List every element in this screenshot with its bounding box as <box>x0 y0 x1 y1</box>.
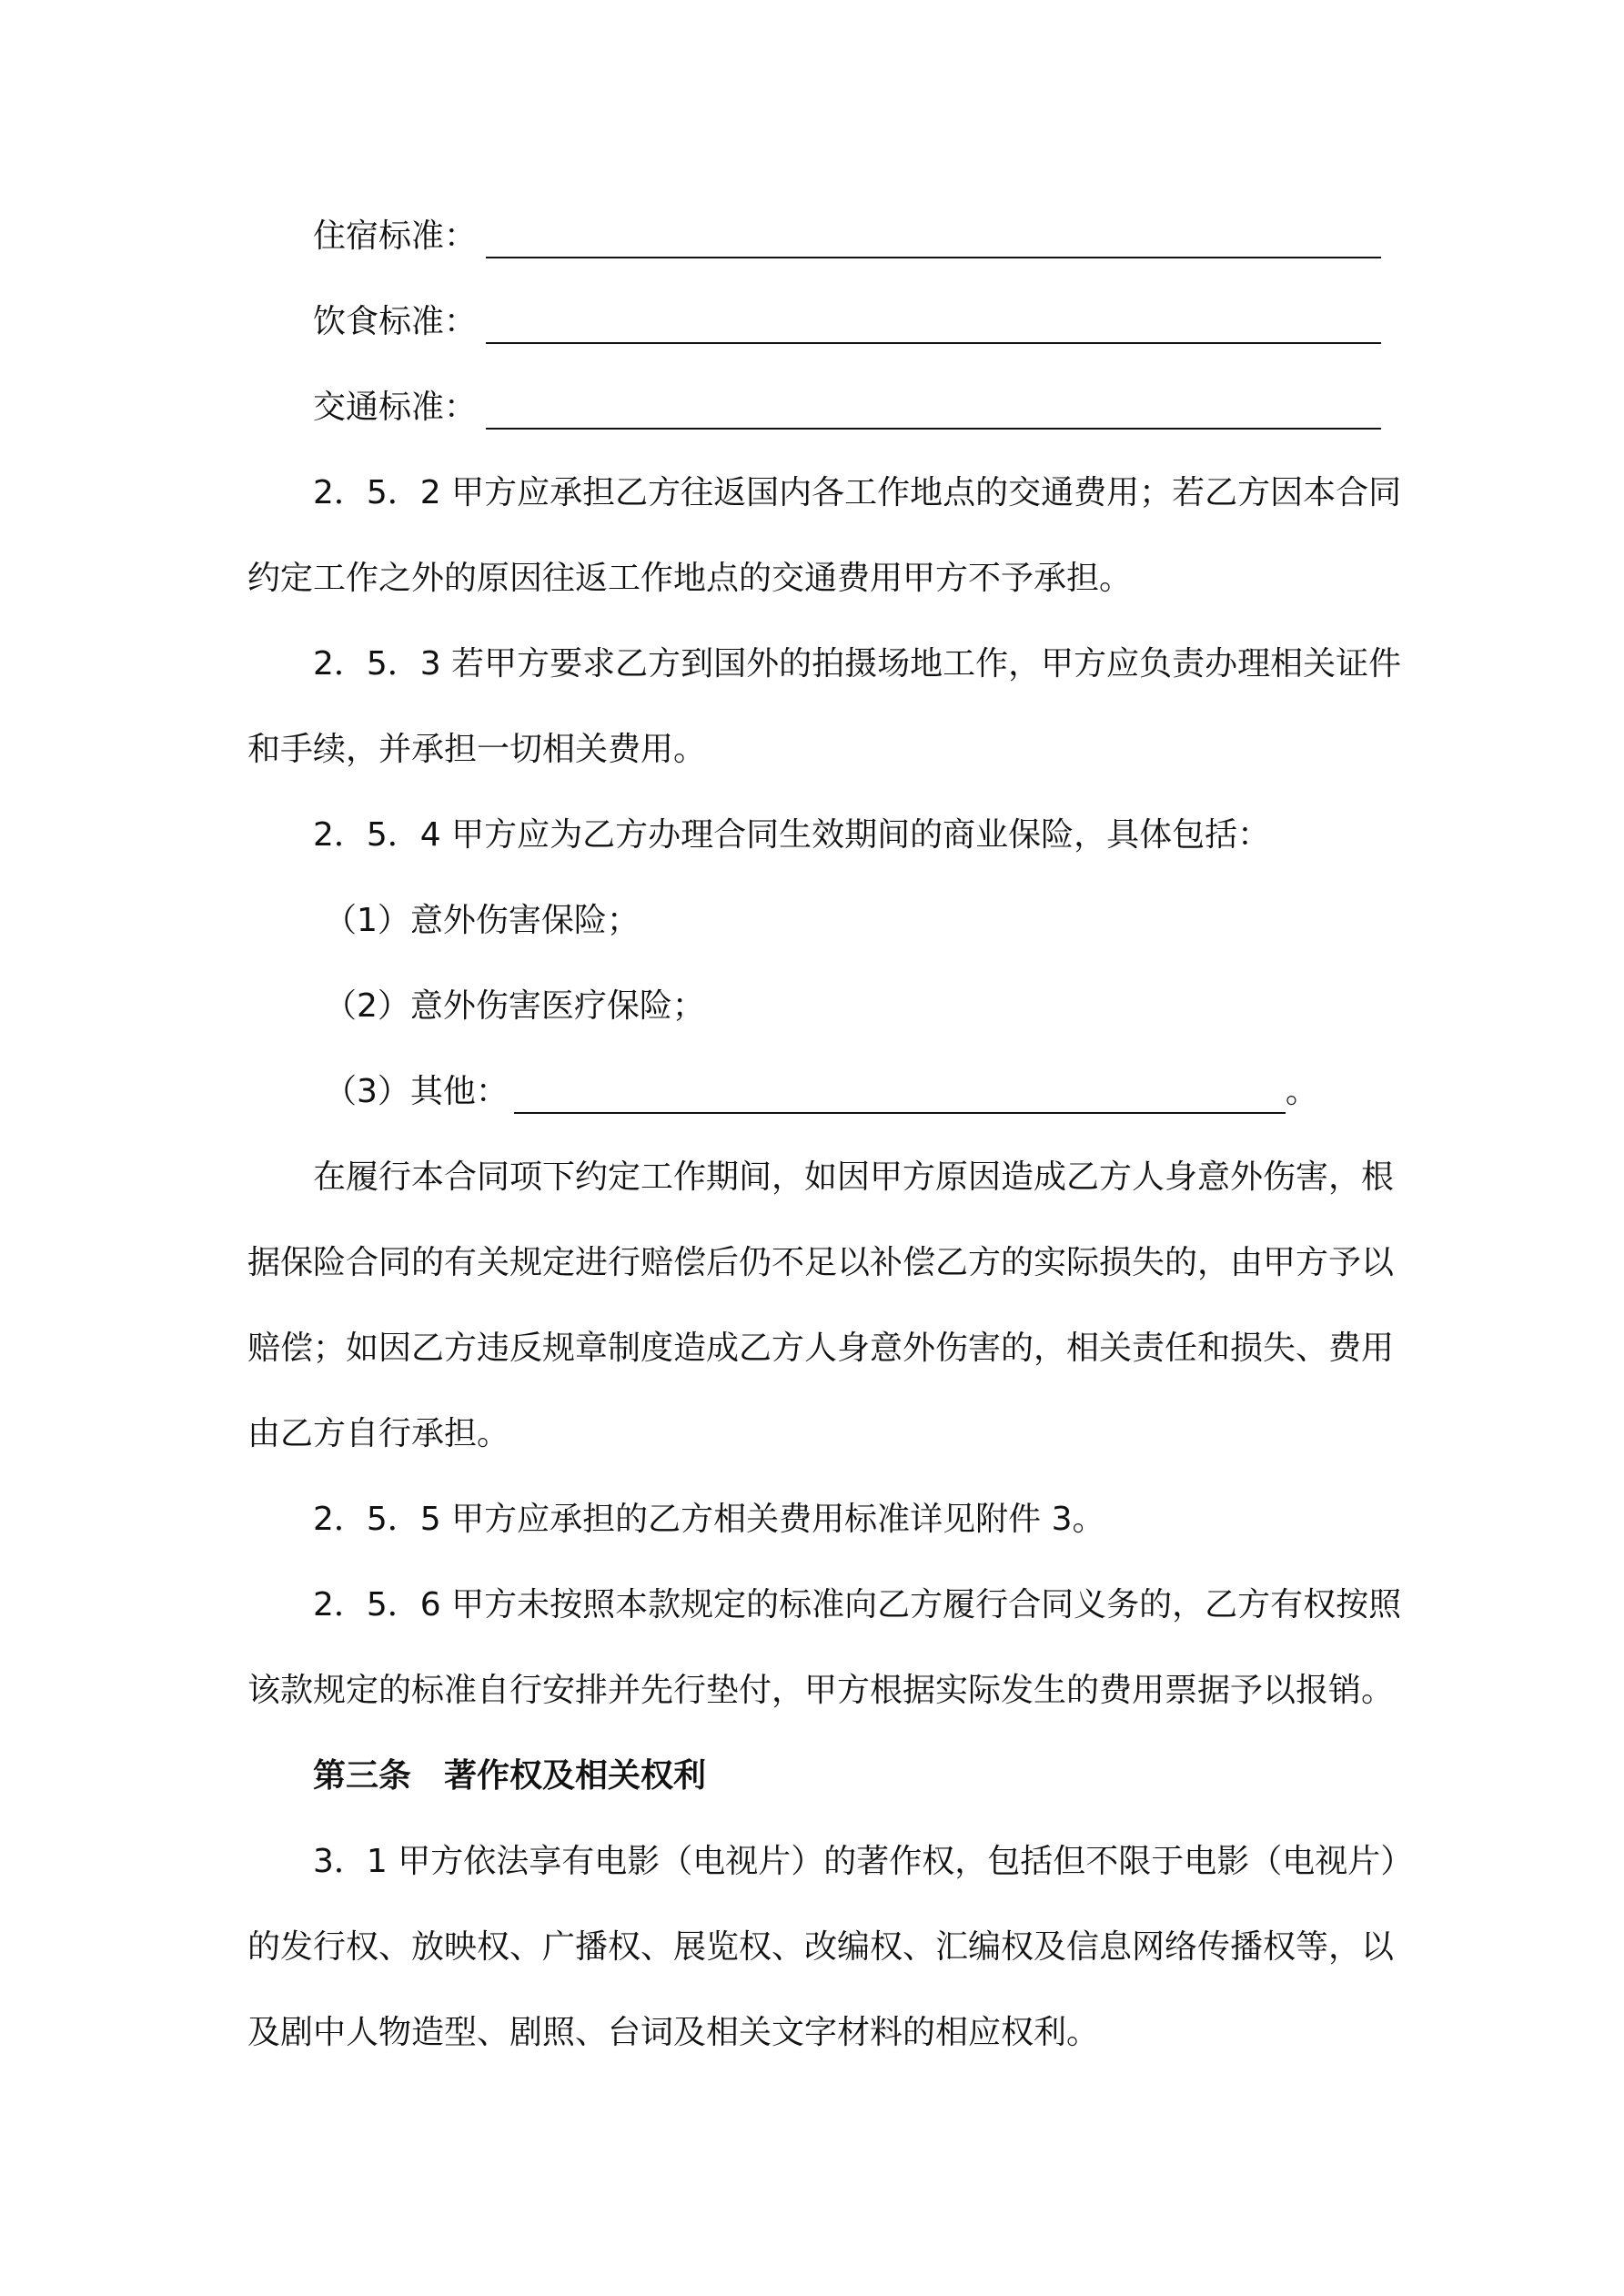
transport-standard-row <box>313 386 1381 430</box>
insurance-item-other-end: 。 <box>1285 1073 1318 1110</box>
clause-2-5-3-line-2: 和手续，并承担一切相关费用。 <box>247 731 707 768</box>
injury-paragraph-line-1: 在履行本合同项下约定工作期间，如因甲方原因造成乙方人身意外伤害，根 <box>313 1158 1395 1196</box>
injury-paragraph-line-4: 由乙方自行承担。 <box>247 1415 510 1452</box>
transport-standard-blank[interactable] <box>486 395 1381 430</box>
injury-paragraph-line-3: 赔偿；如因乙方违反规章制度造成乙方人身意外伤害的，相关责任和损失、费用 <box>247 1330 1395 1367</box>
clause-2-5-2-line-1: 2．5．2 甲方应承担乙方往返国内各工作地点的交通费用；若乙方因本合同 <box>313 474 1402 511</box>
clause-2-5-5-line-1: 2．5．5 甲方应承担的乙方相关费用标准详见附件 3。 <box>313 1501 1105 1538</box>
meal-standard-blank[interactable] <box>486 309 1381 344</box>
insurance-other-blank[interactable] <box>514 1079 1286 1114</box>
meal-standard-label: 饮食标准： <box>313 303 478 340</box>
insurance-item-2: （2）意外伤害医疗保险； <box>324 987 705 1025</box>
meal-standard-row <box>313 300 1381 344</box>
article-3-heading: 第三条 著作权及相关权利 <box>313 1757 707 1795</box>
clause-2-5-6-line-2: 该款规定的标准自行安排并先行垫付，甲方根据实际发生的费用票据予以报销。 <box>247 1672 1395 1709</box>
accommodation-standard-blank[interactable] <box>486 224 1381 258</box>
accommodation-standard-label: 住宿标准： <box>313 217 478 255</box>
injury-paragraph-line-2: 据保险合同的有关规定进行赔偿后仍不足以补偿乙方的实际损失的，由甲方予以 <box>247 1244 1395 1281</box>
clause-2-5-4-line-1: 2．5．4 甲方应为乙方办理合同生效期间的商业保险，具体包括： <box>313 816 1271 854</box>
insurance-item-1: （1）意外伤害保险； <box>324 902 640 939</box>
clause-3-1-line-1: 3．1 甲方依法享有电影（电视片）的著作权，包括但不限于电影（电视片） <box>313 1843 1414 1880</box>
clause-2-5-3-line-1: 2．5．3 若甲方要求乙方到国外的拍摄场地工作，甲方应负责办理相关证件 <box>313 645 1402 683</box>
clause-2-5-2-line-2: 约定工作之外的原因往返工作地点的交通费用甲方不予承担。 <box>247 560 1133 597</box>
clause-2-5-6-line-1: 2．5．6 甲方未按照本款规定的标准向乙方履行合同义务的，乙方有权按照 <box>313 1586 1402 1623</box>
insurance-item-other-label: （3）其他： <box>324 1073 509 1110</box>
transport-standard-label: 交通标准： <box>313 389 478 426</box>
clause-3-1-line-3: 及剧中人物造型、剧照、台词及相关文字材料的相应权利。 <box>247 2014 1100 2051</box>
accommodation-standard-row <box>313 215 1381 258</box>
insurance-item-other-row <box>324 1070 1318 1114</box>
clause-3-1-line-2: 的发行权、放映权、广播权、展览权、改编权、汇编权及信息网络传播权等，以 <box>247 1928 1395 1966</box>
